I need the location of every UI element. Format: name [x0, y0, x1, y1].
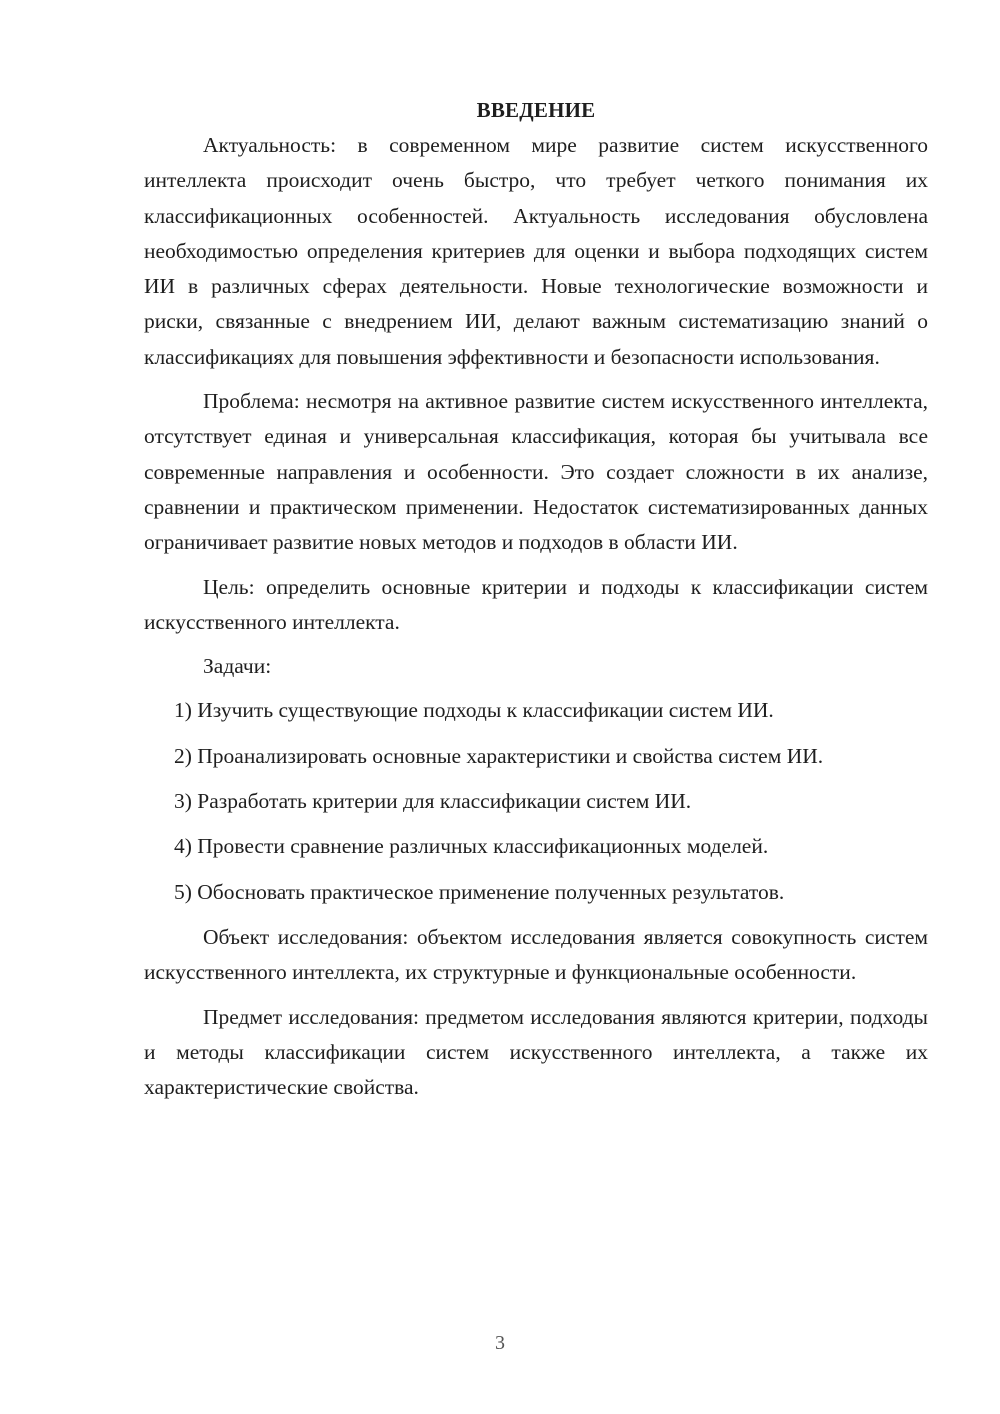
subject-paragraph: Предмет исследования: предметом исследования являются критерии, подходы и методы классификации систем искусственного интеллекта, а также их характеристические свойства.: [144, 1004, 928, 1100]
task-item-2: 2) Проанализировать основные характеристики и свойства систем ИИ.: [174, 743, 824, 768]
task-item-1: 1) Изучить существующие подходы к классификации систем ИИ.: [174, 698, 774, 723]
task-item-3: 3) Разработать критерии для классификации систем ИИ.: [174, 789, 692, 814]
task-item-5: 5) Обосновать практическое применение полученных результатов.: [174, 879, 785, 904]
task-item-4: 4) Провести сравнение различных классификационных моделей.: [174, 834, 769, 859]
section-title: ВВЕДЕНИЕ: [476, 98, 596, 122]
tasks-heading: Задачи:: [203, 654, 272, 679]
goal-paragraph: Цель: определить основные критерии и подходы к классификации систем искусственного интеллекта.: [144, 574, 928, 634]
relevance-paragraph: Актуальность: в современном мире развитие систем искусственного интеллекта происходит очень быстро, что требует четкого понимания их классификационных особенностей. Актуальность исследования обусловлена необходимостью определения критериев для оценки и выбора подходящих систем ИИ в различных сферах деятельности. Новые технологические возможности и риски, связанные с внедрением ИИ, делают важным систематизацию знаний о классификациях для повышения эффективности и безопасности использования.: [144, 133, 928, 369]
object-paragraph: Объект исследования: объектом исследования является совокупность систем искусственного интеллекта, их структурные и функциональные особенности.: [144, 924, 928, 985]
document-page: [144, 92, 928, 1114]
problem-paragraph: Проблема: несмотря на активное развитие систем искусственного интеллекта, отсутствует единая и универсальная классификация, которая бы учитывала все современные направления и особенности. Это создает сложности в их анализе, сравнении и практическом применении. Недостаток систематизированных данных ограничивает развитие новых методов и подходов в области ИИ.: [144, 389, 928, 555]
page-number: 3: [495, 1332, 505, 1354]
